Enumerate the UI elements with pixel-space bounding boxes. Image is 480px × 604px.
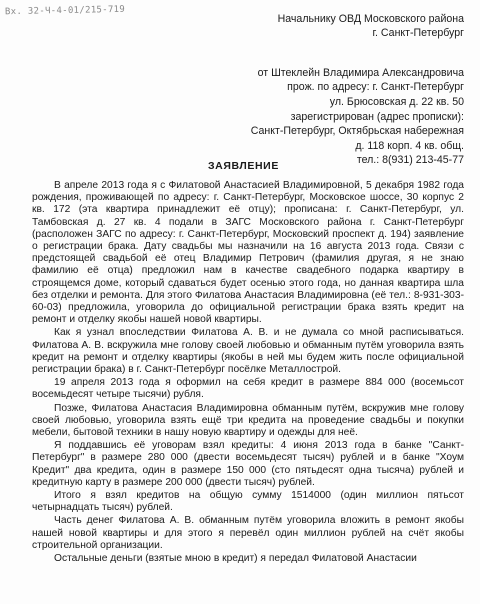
paragraph: В апреле 2013 года я с Филатовой Анастасией Владимировной, 5 декабря 1982 года рождения, проживающей по адресу: г. Санкт-Петербург, Московское шоссе, 30 корпус 2 кв. 172 (эта квартира принадлежит её отцу); прописана: г. Санкт-Петербург, ул. Тамбовская д. 27 кв. 4 подали в ЗАГС Московского района г. Санкт-Петербург (расположен ЗАГС по адресу: г. Санкт-Петербург, Московский проспект д. 194) заявление о регистрации брака. Дату свадьбы мы назначили на 16 августа 2013 года. Связи с предстоящей свадьбой её отец Владимир Петрович (фамилия другая, я не знаю фамилию её отца) предложил нам в качестве свадебного подарка квартиру в строящемся доме, который сдаваться будет осенью этого года, но данная квартира шла без отделки и ремонта. Для этого Филатова Анастасия Владимировна (её тел.: 8-931-303-60-03) предложила, уговорила до официальной регистрации брака взять кредит на ремонт и отделку якобы нашей новой квартиры.	[32, 180, 464, 326]
paragraph: Итого я взял кредитов на общую сумму 1514000 (один миллион пятьсот четырнадцать тысяч) рублей.	[32, 490, 464, 514]
addressee-block	[200, 12, 464, 41]
handwritten-registration-note: Вх. 32-Ч-4-01/215-719	[4, 4, 126, 18]
paragraph: Я поддавшись её уговорам взял кредиты: 4 июня 2013 года в банке "Санкт-Петербург" в размере 280 000 (двести восемьдесят тысяч) рублей и в банке "Хоум Кредит" два кредита, один в размере 150 000 (сто пятьдесят одна тысяча) рублей и кредитную карту в размере 200 000 (двести тысяч) рублей.	[32, 440, 464, 488]
registration-label: зарегистрирован (адрес прописки):	[290, 111, 464, 123]
statement-body	[32, 180, 464, 566]
registration-street: Санкт-Петербург, Октябрьская набережная	[250, 125, 464, 138]
sender-name: от Штеклейн Владимира Александровича	[257, 67, 464, 79]
paragraph: Часть денег Филатова А. В. обманным путём уговорила вложить в ремонт якобы нашей новой квартиры и для этого я перевёл один миллион рублей на счёт якобы строительной организации.	[32, 515, 464, 551]
registration-house: д. 118 корп. 4 кв. общ.	[355, 139, 464, 152]
sender-phone: тел.: 8(931) 213-45-77	[356, 154, 464, 167]
registration-block	[200, 110, 464, 168]
sender-address-street: ул. Брюсовская д. 22 кв. 50	[329, 95, 464, 108]
paragraph: Остальные деньги (взятые мною в кредит) я передал Филатовой Анастасии	[54, 553, 417, 565]
paragraph: Позже, Филатова Анастасия Владимировна обманным путём, вскружив мне голову своей любовью, уговорила взять ещё три кредита на проведение свадьбы и покупки мебели, бытовой техники в нашу новую квартиру и одежды для неё.	[32, 402, 464, 439]
document-title: ЗАЯВЛЕНИЕ	[208, 160, 279, 172]
sender-address-city: прож. по адресу: г. Санкт-Петербург	[287, 81, 464, 94]
paragraph: 19 апреля 2013 года я оформил на себя кредит в размере 884 000 (восемьсот восемьдесят четыре тысячи) рубля.	[32, 377, 464, 401]
paragraph: Как я узнал впоследствии Филатова А. В. и не думала со мной расписываться. Филатова А. В. вскружила мне голову своей любовью и обманным путём уговорила взять кредит на ремонт и отделку квартиры (якобы в ней мы будем жить после официальной регистрации брака) в г. Санкт-Петербург посёлке Металлострой.	[32, 327, 464, 376]
addressee-city: г. Санкт-Петербург	[372, 27, 464, 40]
sender-block	[200, 66, 464, 109]
addressee-line: Начальнику ОВД Московского района	[277, 13, 464, 25]
